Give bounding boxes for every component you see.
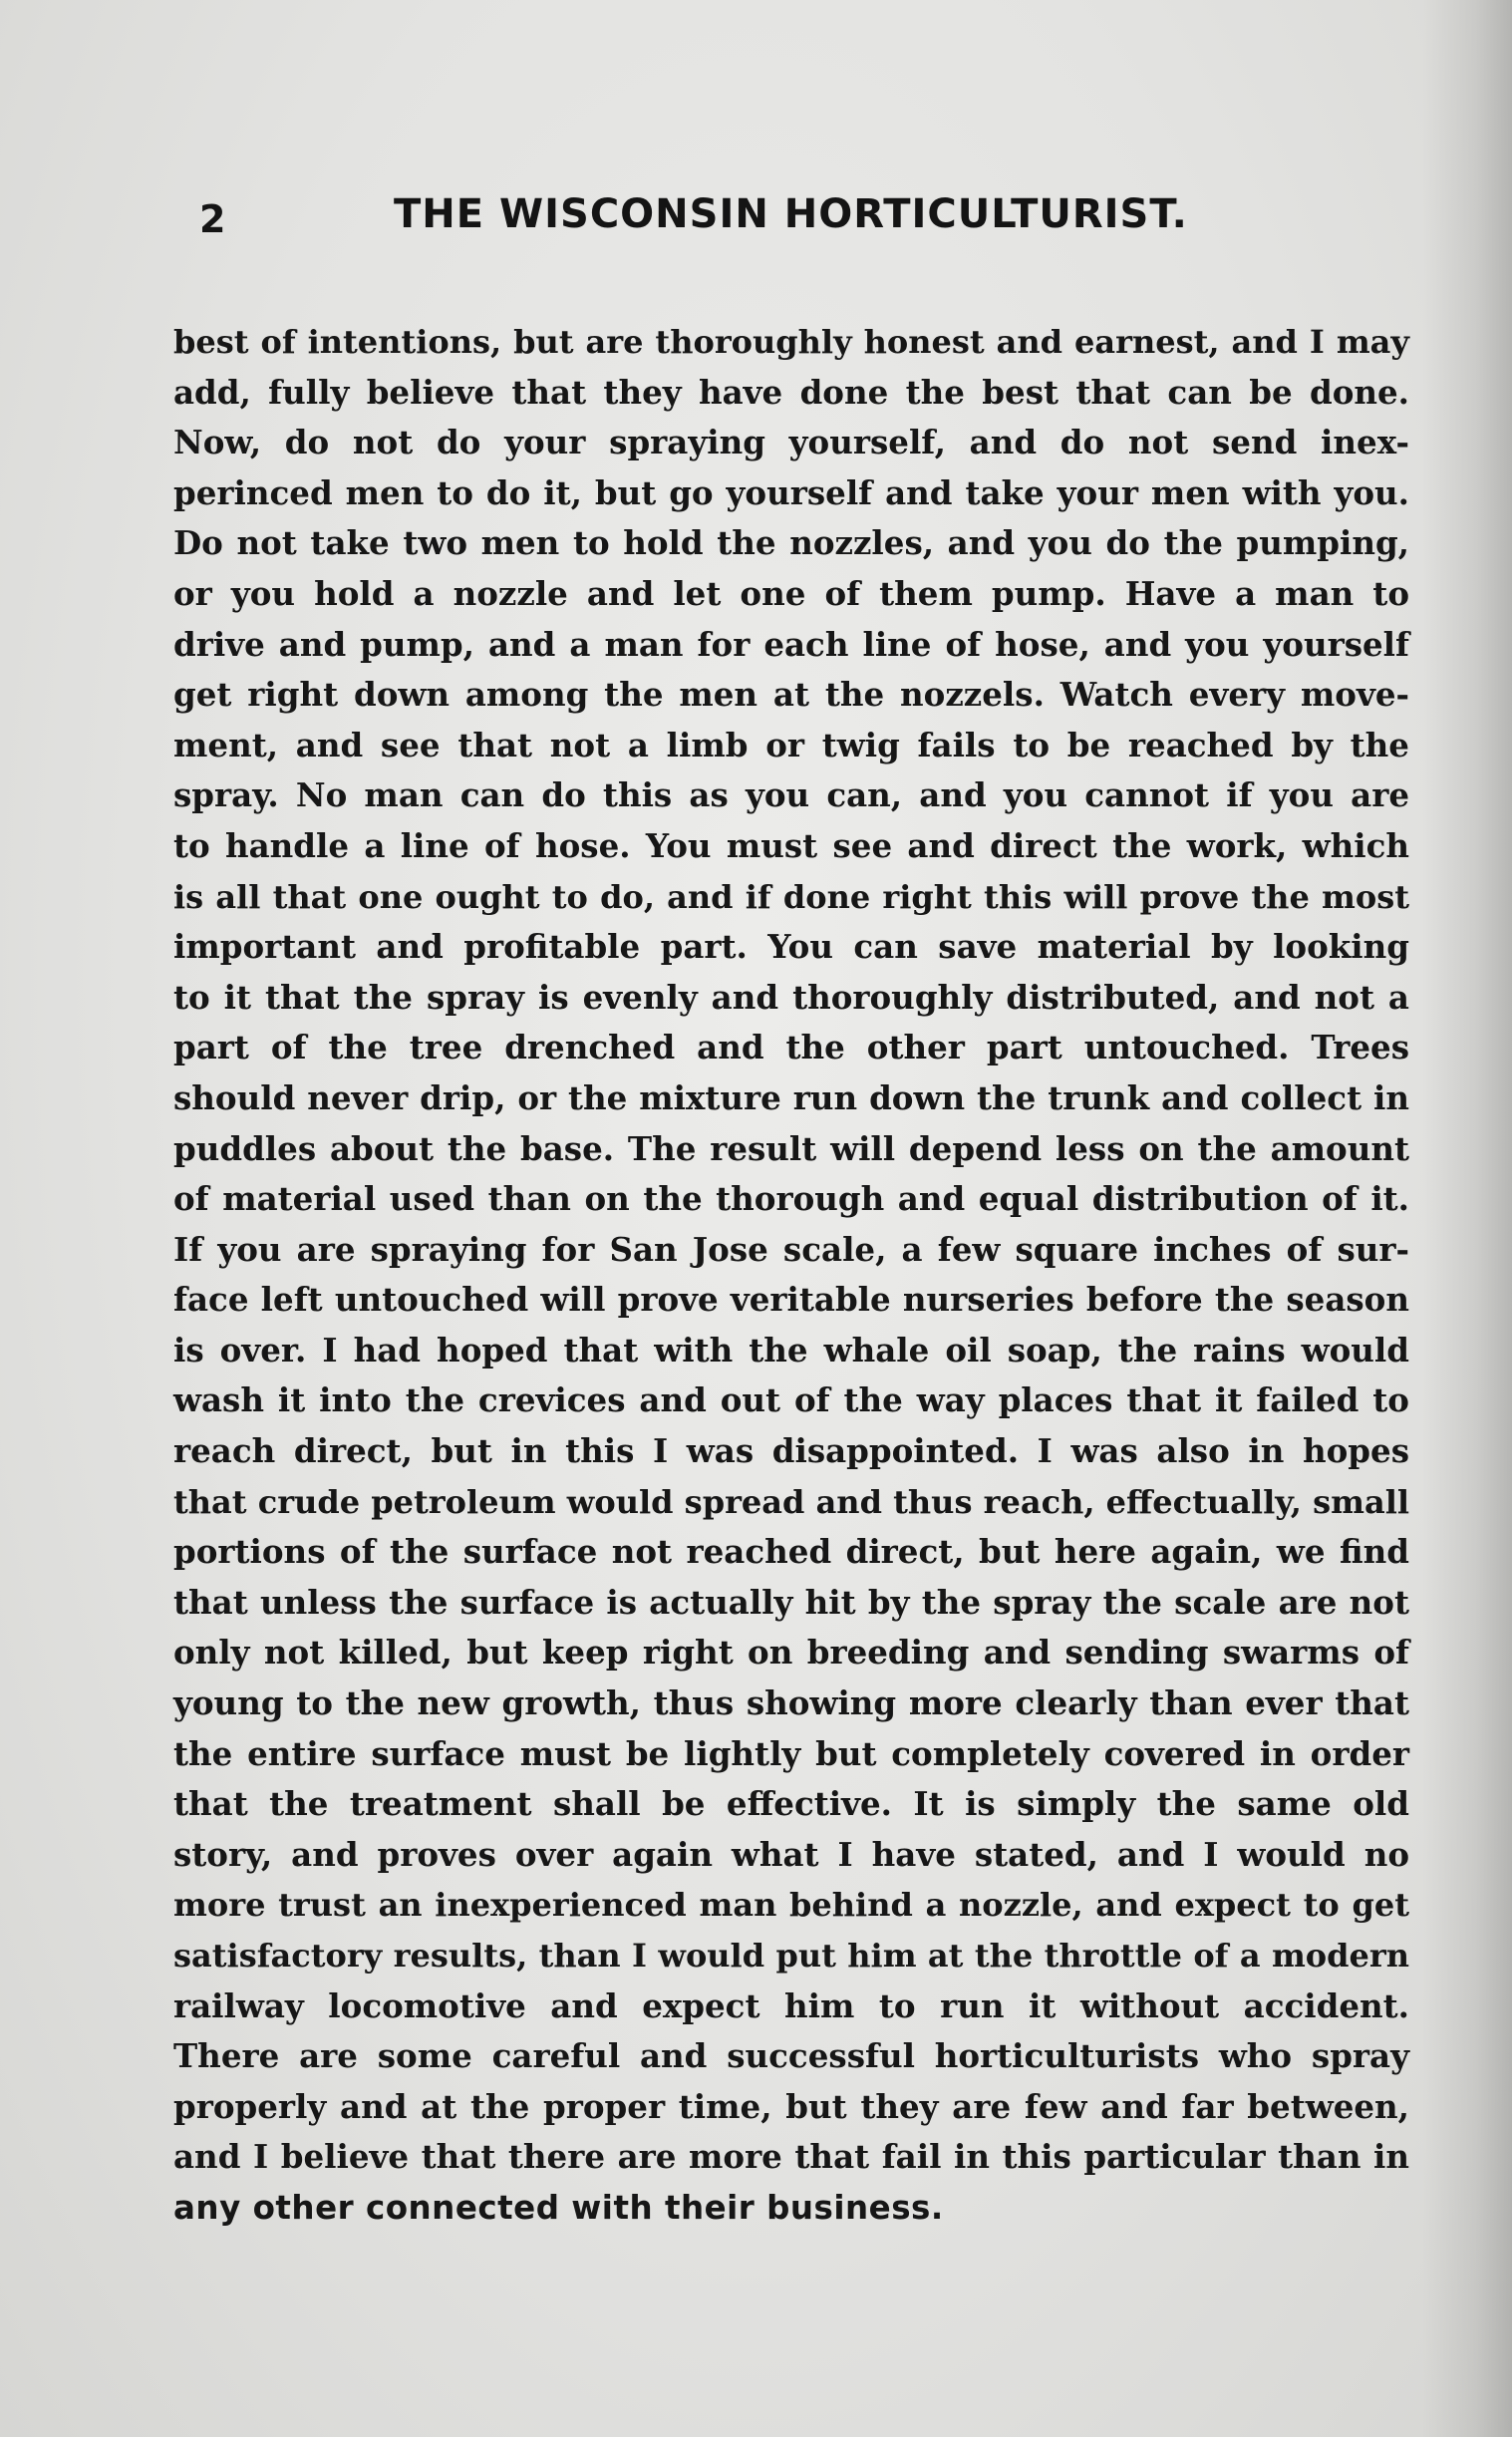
text-line: There are some careful and successful horticulturists who spray	[173, 2036, 1409, 2076]
text-line: satisfactory results, than I would put him at the throttle of a modern	[173, 1937, 1409, 1975]
text-line: puddles about the base. The result will depend less on the amount	[173, 1128, 1409, 1168]
text-line: that unless the surface is actually hit by the spray the scale are not	[173, 1582, 1409, 1622]
text-line: more trust an inexperienced man behind a nozzle, and expect to get	[173, 1886, 1409, 1925]
text-line: story, and proves over again what I have stated, and I would no	[173, 1834, 1409, 1874]
text-line: and I believe that there are more that fail in this particular than in	[173, 2137, 1409, 2177]
text-line: railway locomotive and expect him to run it without accident.	[173, 1985, 1409, 2025]
text-line: get right down among the men at the nozzels. Watch every move-	[173, 675, 1409, 715]
text-line: to it that the spray is evenly and thoroughly distributed, and not a	[173, 977, 1409, 1017]
text-line: drive and pump, and a man for each line of hose, and you yourself	[173, 624, 1409, 664]
text-line: spray. No man can do this as you can, and you cannot if you are	[173, 775, 1409, 815]
text-line: is over. I had hoped that with the whale oil soap, the rains would	[173, 1330, 1409, 1370]
text-line: of material used than on the thorough and equal distribution of it.	[173, 1179, 1409, 1219]
page-number: 2	[199, 197, 226, 241]
body-paragraph	[173, 317, 1409, 2234]
page-header	[174, 189, 1216, 249]
text-line: that the treatment shall be effective. It is simply the same old	[173, 1784, 1409, 1824]
text-line: add, fully believe that they have done the best that can be done.	[173, 372, 1409, 412]
running-title: THE WISCONSIN HORTICULTURIST.	[394, 191, 1188, 237]
text-line: perinced men to do it, but go yourself and take your men with you.	[173, 472, 1409, 512]
text-line: is all that one ought to do, and if done right this will prove the most	[173, 877, 1409, 916]
text-line: any other connected with their business.	[173, 2188, 944, 2227]
text-line: properly and at the proper time, but they are few and far between,	[173, 2086, 1409, 2126]
text-line: Now, do not do your spraying yourself, and do not send inex-	[173, 423, 1409, 462]
text-line: or you hold a nozzle and let one of them pump. Have a man to	[173, 573, 1409, 613]
text-line: to handle a line of hose. You must see and direct the work, which	[173, 825, 1409, 865]
text-line: only not killed, but keep right on breeding and sending swarms of	[173, 1633, 1409, 1673]
text-line: important and profitable part. You can save material by looking	[173, 927, 1409, 967]
text-line: wash it into the crevices and out of the way places that it failed to	[173, 1380, 1409, 1420]
text-line: the entire surface must be lightly but completely covered in order	[173, 1733, 1409, 1773]
text-line: If you are spraying for San Jose scale, a few square inches of sur-	[173, 1229, 1409, 1269]
text-line: best of intentions, but are thoroughly honest and earnest, and I may	[173, 323, 1409, 361]
text-line: part of the tree drenched and the other part untouched. Trees	[173, 1028, 1409, 1067]
page-edge-shadow	[1422, 0, 1512, 2437]
text-line: young to the new growth, thus showing more clearly than ever that	[173, 1683, 1409, 1723]
text-line: Do not take two men to hold the nozzles, and you do the pumping,	[173, 523, 1409, 563]
text-line: face left untouched will prove veritable nurseries before the season	[173, 1280, 1409, 1320]
text-line: should never drip, or the mixture run down the trunk and collect in	[173, 1077, 1409, 1117]
text-line: portions of the surface not reached direct, but here again, we find	[173, 1532, 1409, 1572]
text-line: that crude petroleum would spread and thus reach, effectually, small	[173, 1482, 1409, 1521]
text-line: reach direct, but in this I was disappointed. I was also in hopes	[173, 1431, 1409, 1471]
text-line: ment, and see that not a limb or twig fails to be reached by the	[173, 725, 1409, 764]
